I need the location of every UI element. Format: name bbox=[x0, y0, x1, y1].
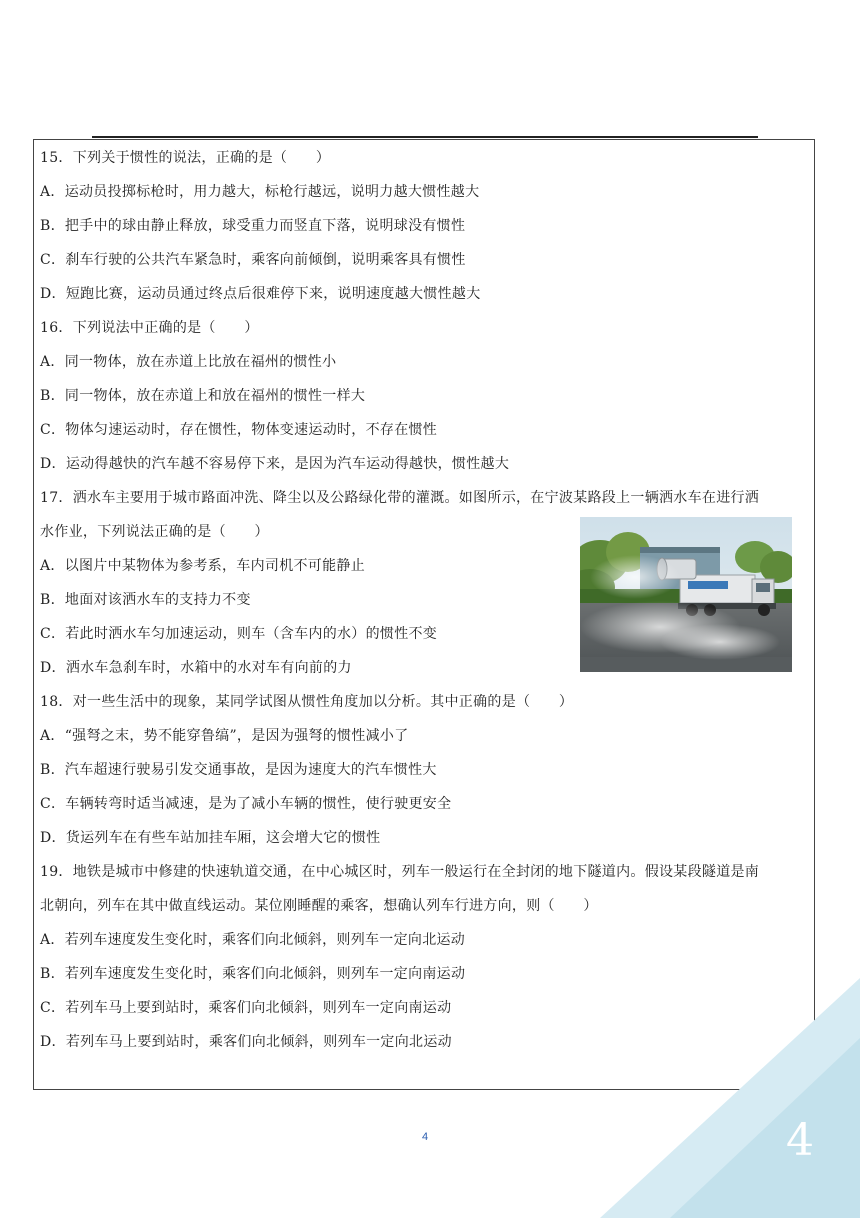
question-17-stem-line2: 水作业，下列说法正确的是（ ） bbox=[40, 524, 269, 540]
question-15-option-c: C．刹车行驶的公共汽车紧急时，乘客向前倾倒，说明乘客具有惯性 bbox=[40, 252, 466, 268]
question-17-option-a: A．以图片中某物体为参考系，车内司机不可能静止 bbox=[40, 558, 366, 574]
question-15-option-d: D．短跑比赛，运动员通过终点后很难停下来，说明速度越大惯性越大 bbox=[40, 286, 481, 302]
question-17-stem-line1: 17．洒水车主要用于城市路面冲洗、降尘以及公路绿化带的灌溉。如图所示，在宁波某路段上一辆洒水车在进行洒 bbox=[40, 490, 760, 506]
question-16-option-a: A．同一物体，放在赤道上比放在福州的惯性小 bbox=[40, 354, 337, 370]
question-17-option-d: D．洒水车急刹车时，水箱中的水对车有向前的力 bbox=[40, 660, 352, 676]
question-15-option-a: A．运动员投掷标枪时，用力越大，标枪行越远，说明力越大惯性越大 bbox=[40, 184, 480, 200]
question-19-option-d: D．若列车马上要到站时，乘客们向北倾斜，则列车一定向北运动 bbox=[40, 1034, 452, 1050]
question-16-option-d: D．运动得越快的汽车越不容易停下来，是因为汽车运动得越快，惯性越大 bbox=[40, 456, 510, 472]
corner-page-number: 4 bbox=[786, 1115, 814, 1166]
question-16-option-b: B．同一物体，放在赤道上和放在福州的惯性一样大 bbox=[40, 388, 366, 404]
question-19-option-c: C．若列车马上要到站时，乘客们向北倾斜，则列车一定向南运动 bbox=[40, 1000, 452, 1016]
question-19-option-a: A．若列车速度发生变化时，乘客们向北倾斜，则列车一定向北运动 bbox=[40, 932, 466, 948]
sprinkler-truck-photo bbox=[580, 517, 792, 672]
question-18-option-b: B．汽车超速行驶易引发交通事故，是因为速度大的汽车惯性大 bbox=[40, 762, 437, 778]
question-15-option-b: B．把手中的球由静止释放，球受重力而竖直下落，说明球没有惯性 bbox=[40, 218, 466, 234]
question-18-option-c: C．车辆转弯时适当减速，是为了减小车辆的惯性，使行驶更安全 bbox=[40, 796, 452, 812]
question-18-option-a: A．“强弩之末，势不能穿鲁缟”，是因为强弩的惯性减小了 bbox=[40, 728, 409, 744]
question-18-option-d: D．货运列车在有些车站加挂车厢，这会增大它的惯性 bbox=[40, 830, 381, 846]
question-17-option-b: B．地面对该洒水车的支持力不变 bbox=[40, 592, 251, 608]
question-16-option-c: C．物体匀速运动时，存在惯性，物体变速运动时，不存在惯性 bbox=[40, 422, 438, 438]
page-number: 4 bbox=[421, 1131, 429, 1143]
question-18-stem: 18．对一些生活中的现象，某同学试图从惯性角度加以分析。其中正确的是（ ） bbox=[40, 694, 574, 710]
header-rule bbox=[92, 136, 758, 138]
question-16-stem: 16．下列说法中正确的是（ ） bbox=[40, 320, 259, 336]
corner-decoration bbox=[600, 978, 860, 1218]
question-15-stem: 15．下列关于惯性的说法，正确的是（ ） bbox=[40, 150, 331, 166]
question-17-option-c: C．若此时洒水车匀加速运动，则车（含车内的水）的惯性不变 bbox=[40, 626, 438, 642]
question-19-stem-line2: 北朝向，列车在其中做直线运动。某位刚睡醒的乘客，想确认列车行进方向，则（ ） bbox=[40, 898, 598, 914]
question-19-stem-line1: 19．地铁是城市中修建的快速轨道交通，在中心城区时，列车一般运行在全封闭的地下隧道内。假设某段隧道是南 bbox=[40, 864, 760, 880]
question-19-option-b: B．若列车速度发生变化时，乘客们向北倾斜，则列车一定向南运动 bbox=[40, 966, 466, 982]
